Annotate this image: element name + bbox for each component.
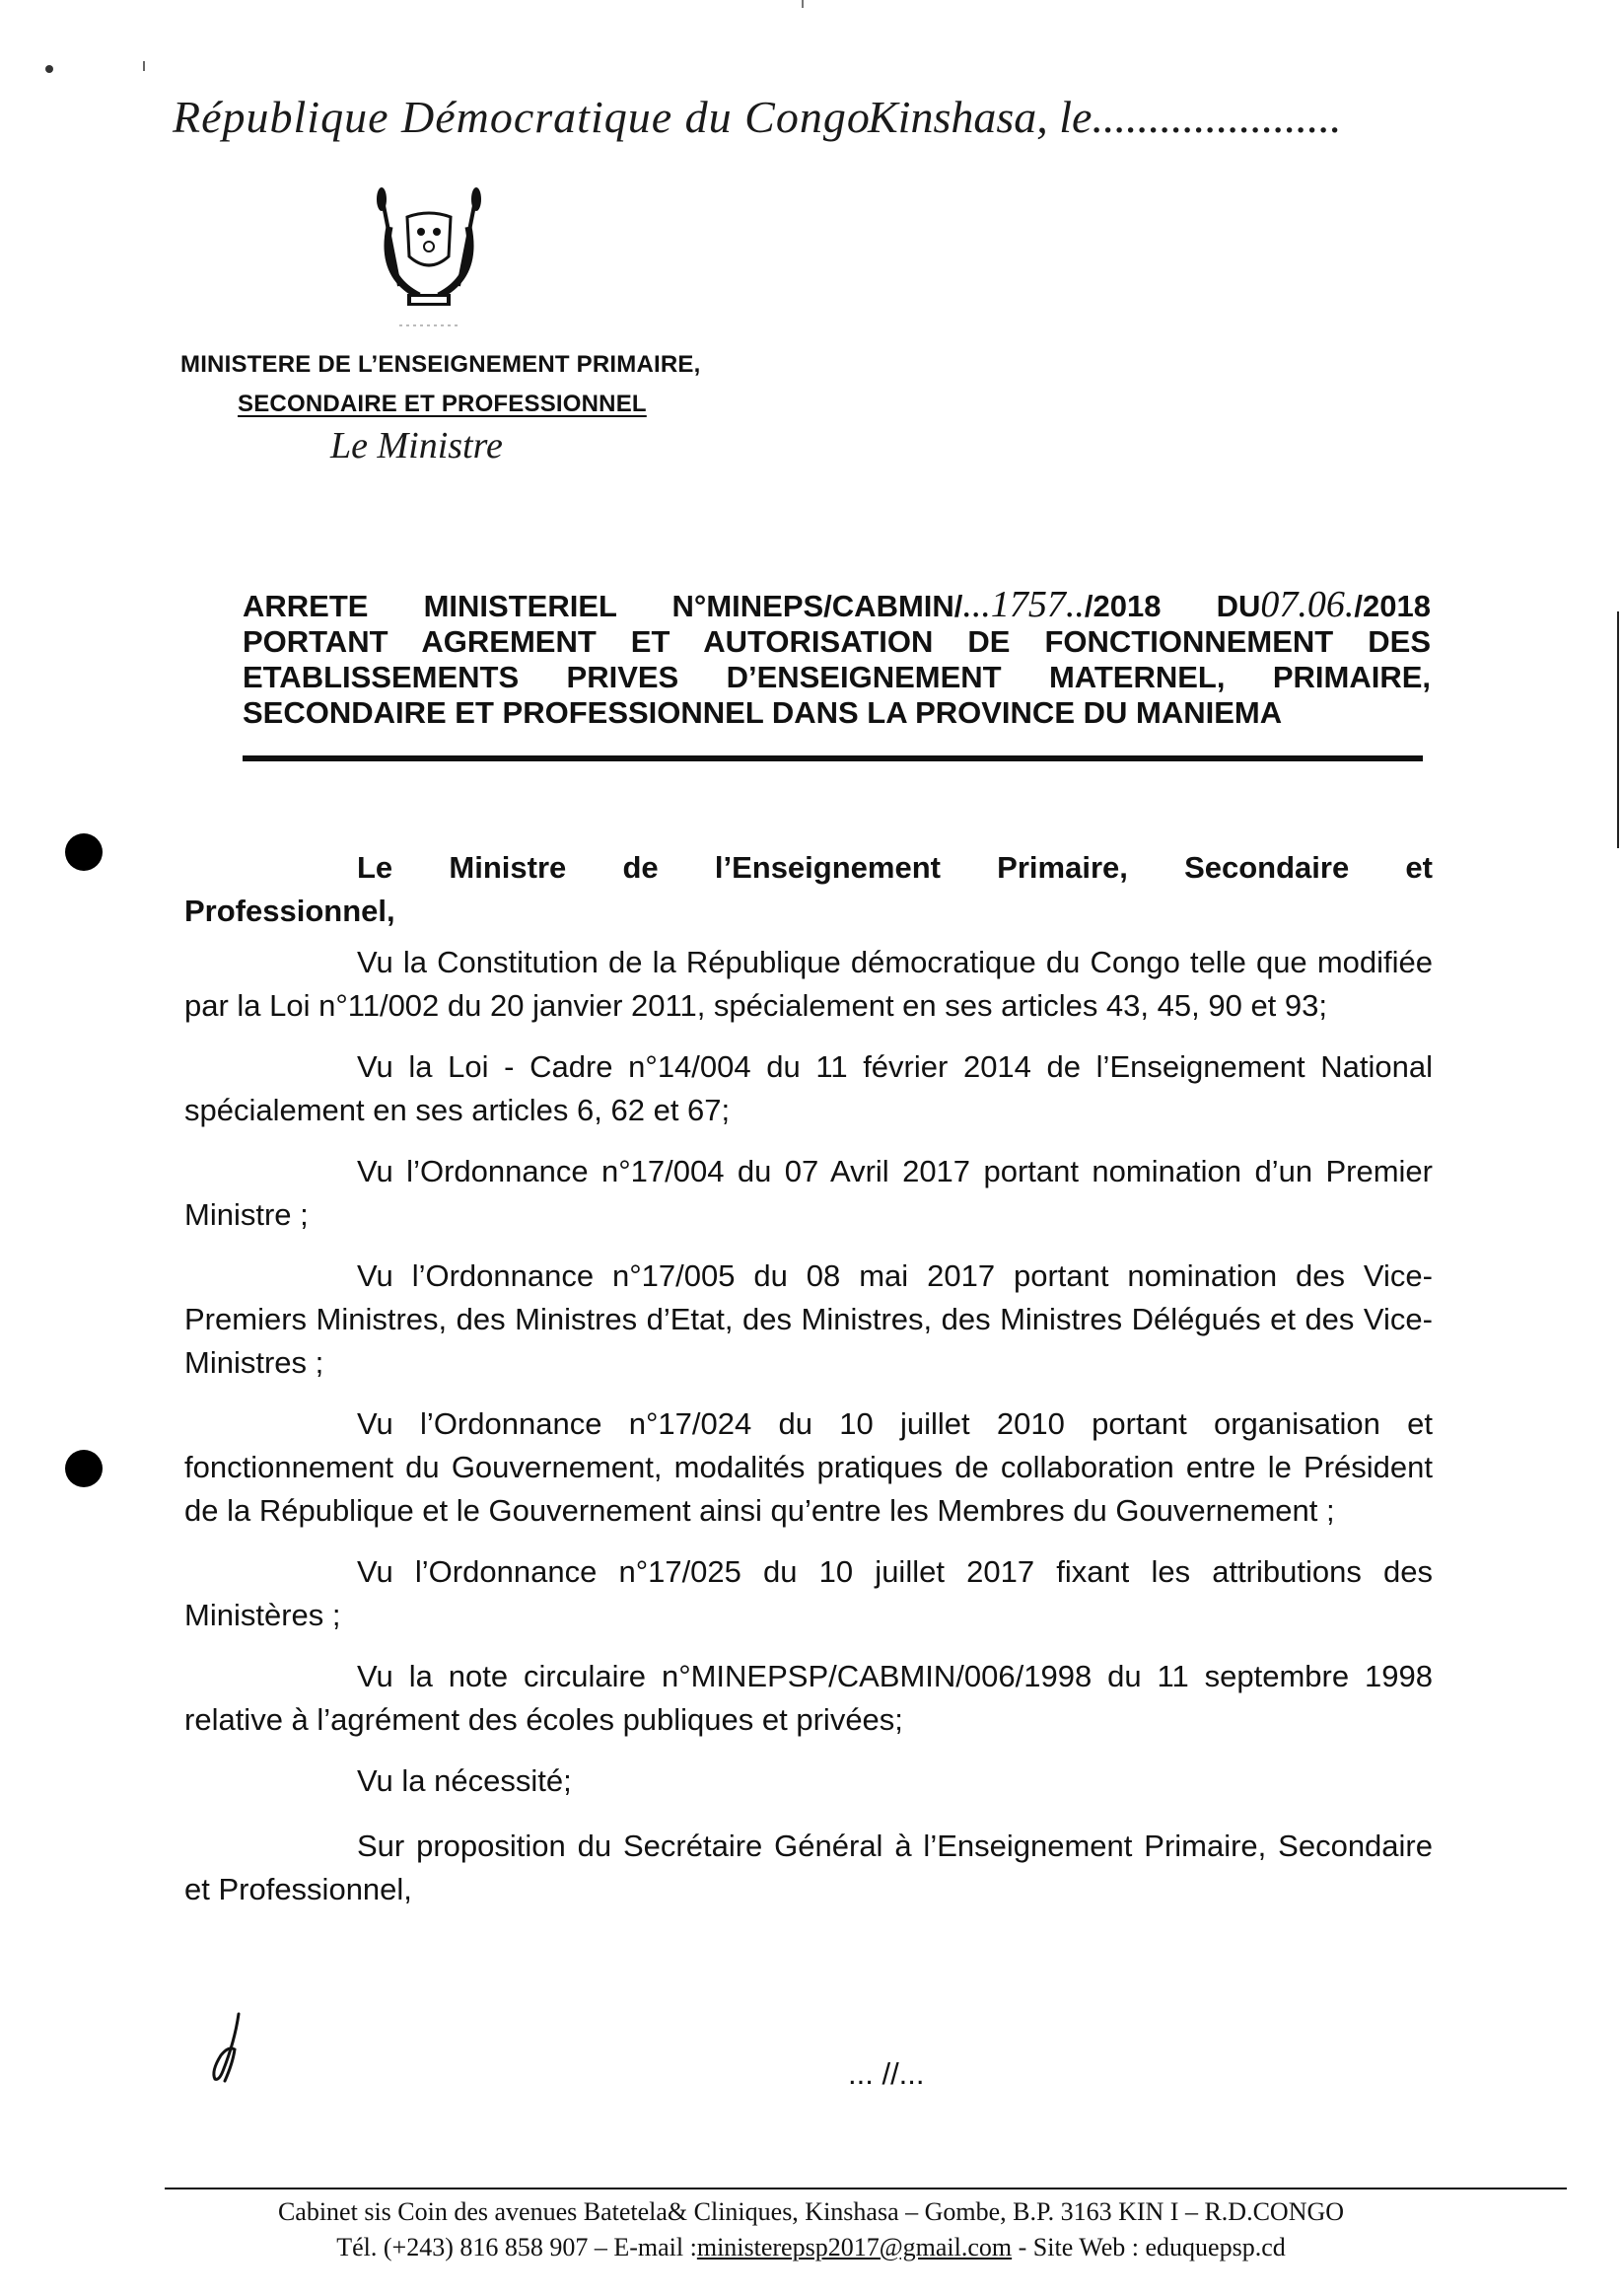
signatory-title: Le Ministre <box>330 425 503 466</box>
decree-title-line-4: SECONDAIRE ET PROFESSIONNEL DANS LA PROVINCE DU MANIEMA <box>243 695 1283 730</box>
decree-body <box>184 846 1433 1929</box>
scan-dot <box>45 65 53 73</box>
scan-mark <box>143 61 145 71</box>
footer-email-link[interactable]: ministerepsp2017@gmail.com <box>696 2233 1013 2261</box>
footer-address: Cabinet sis Coin des avenues Batetela& Cliniques, Kinshasa – Gombe, B.P. 3163 KIN I – R.D.CONGO <box>277 2197 1345 2226</box>
initial-signature-icon <box>205 2012 254 2083</box>
decree-title-line-3: ETABLISSEMENTS PRIVES D’ENSEIGNEMENT MATERNEL, PRIMAIRE, <box>243 660 1431 694</box>
scan-edge-line <box>1617 611 1619 848</box>
paragraph: Vu la nécessité; <box>357 1763 572 1798</box>
paragraph: Vu l’Ordonnance n°17/025 du 10 juillet 2017 fixant les attributions des Ministères ; <box>184 1554 1433 1632</box>
paragraph: Sur proposition du Secrétaire Général à l’Enseignement Primaire, Secondaire et Professionnel, <box>184 1829 1433 1906</box>
paragraph: Vu l’Ordonnance n°17/024 du 10 juillet 2010 portant organisation et fonctionnement du Gouvernement, modalités pratiques de collaboration entre le Président de la République et le Gouvernement ainsi qu’entre les Membres du Gouvernement ; <box>184 1406 1433 1528</box>
paragraph: Vu l’Ordonnance n°17/004 du 07 Avril 2017 portant nomination d’un Premier Ministre ; <box>184 1154 1433 1232</box>
punch-hole <box>65 1450 103 1487</box>
ministry-line-2: SECONDAIRE ET PROFESSIONNEL <box>238 391 647 417</box>
decree-number-handwritten: ...1757.. <box>962 584 1085 625</box>
decree-date-handwritten: 07.06. <box>1260 584 1355 625</box>
coat-of-arms-icon <box>360 187 498 335</box>
decree-title-line-2: PORTANT AGREMENT ET AUTORISATION DE FONCTIONNEMENT DES <box>243 624 1431 659</box>
place-date-header: Kinshasa, le...................... <box>868 92 1342 142</box>
paragraph: Vu la Loi - Cadre n°14/004 du 11 février 2014 de l’Enseignement National spécialement en ses articles 6, 62 et 67; <box>184 1049 1433 1127</box>
title-underline <box>243 755 1423 761</box>
footer-rule <box>165 2188 1567 2189</box>
ministry-block <box>180 345 700 424</box>
intro-line-1: Le Ministre de l’Enseignement Primaire, Secondaire et <box>357 850 1433 885</box>
ministry-line-1: MINISTERE DE L’ENSEIGNEMENT PRIMAIRE, <box>180 351 701 378</box>
paragraph: Vu la note circulaire n°MINEPSP/CABMIN/006/1998 du 11 septembre 1998 relative à l’agrément des écoles publiques et privées; <box>184 1659 1433 1737</box>
punch-hole <box>65 833 103 871</box>
paragraph: Vu l’Ordonnance n°17/005 du 08 mai 2017 portant nomination des Vice-Premiers Ministres, des Ministres d’Etat, des Ministres, des Ministres Délégués et des Vice-Ministres ; <box>184 1258 1433 1380</box>
intro-line-2: Professionnel, <box>184 894 395 928</box>
decree-title-line-1: ARRETE MINISTERIEL N°MINEPS/CABMIN/...1757../2018 DU07.06./2018 <box>243 584 1431 625</box>
decree-title <box>243 584 1431 731</box>
footer-contact: Tél. (+243) 816 858 907 – E-mail :ministerepsp2017@gmail.com - Site Web : eduquepsp.cd <box>336 2233 1286 2261</box>
paragraph: Vu la Constitution de la République démocratique du Congo telle que modifiée par la Loi n°11/002 du 20 janvier 2011, spécialement en ses articles 43, 45, 90 et 93; <box>184 945 1433 1023</box>
footer <box>0 2194 1622 2265</box>
page-continuation: ... //... <box>848 2056 925 2091</box>
scan-mark <box>802 0 804 8</box>
country-header: République Démocratique du Congo <box>173 92 871 142</box>
